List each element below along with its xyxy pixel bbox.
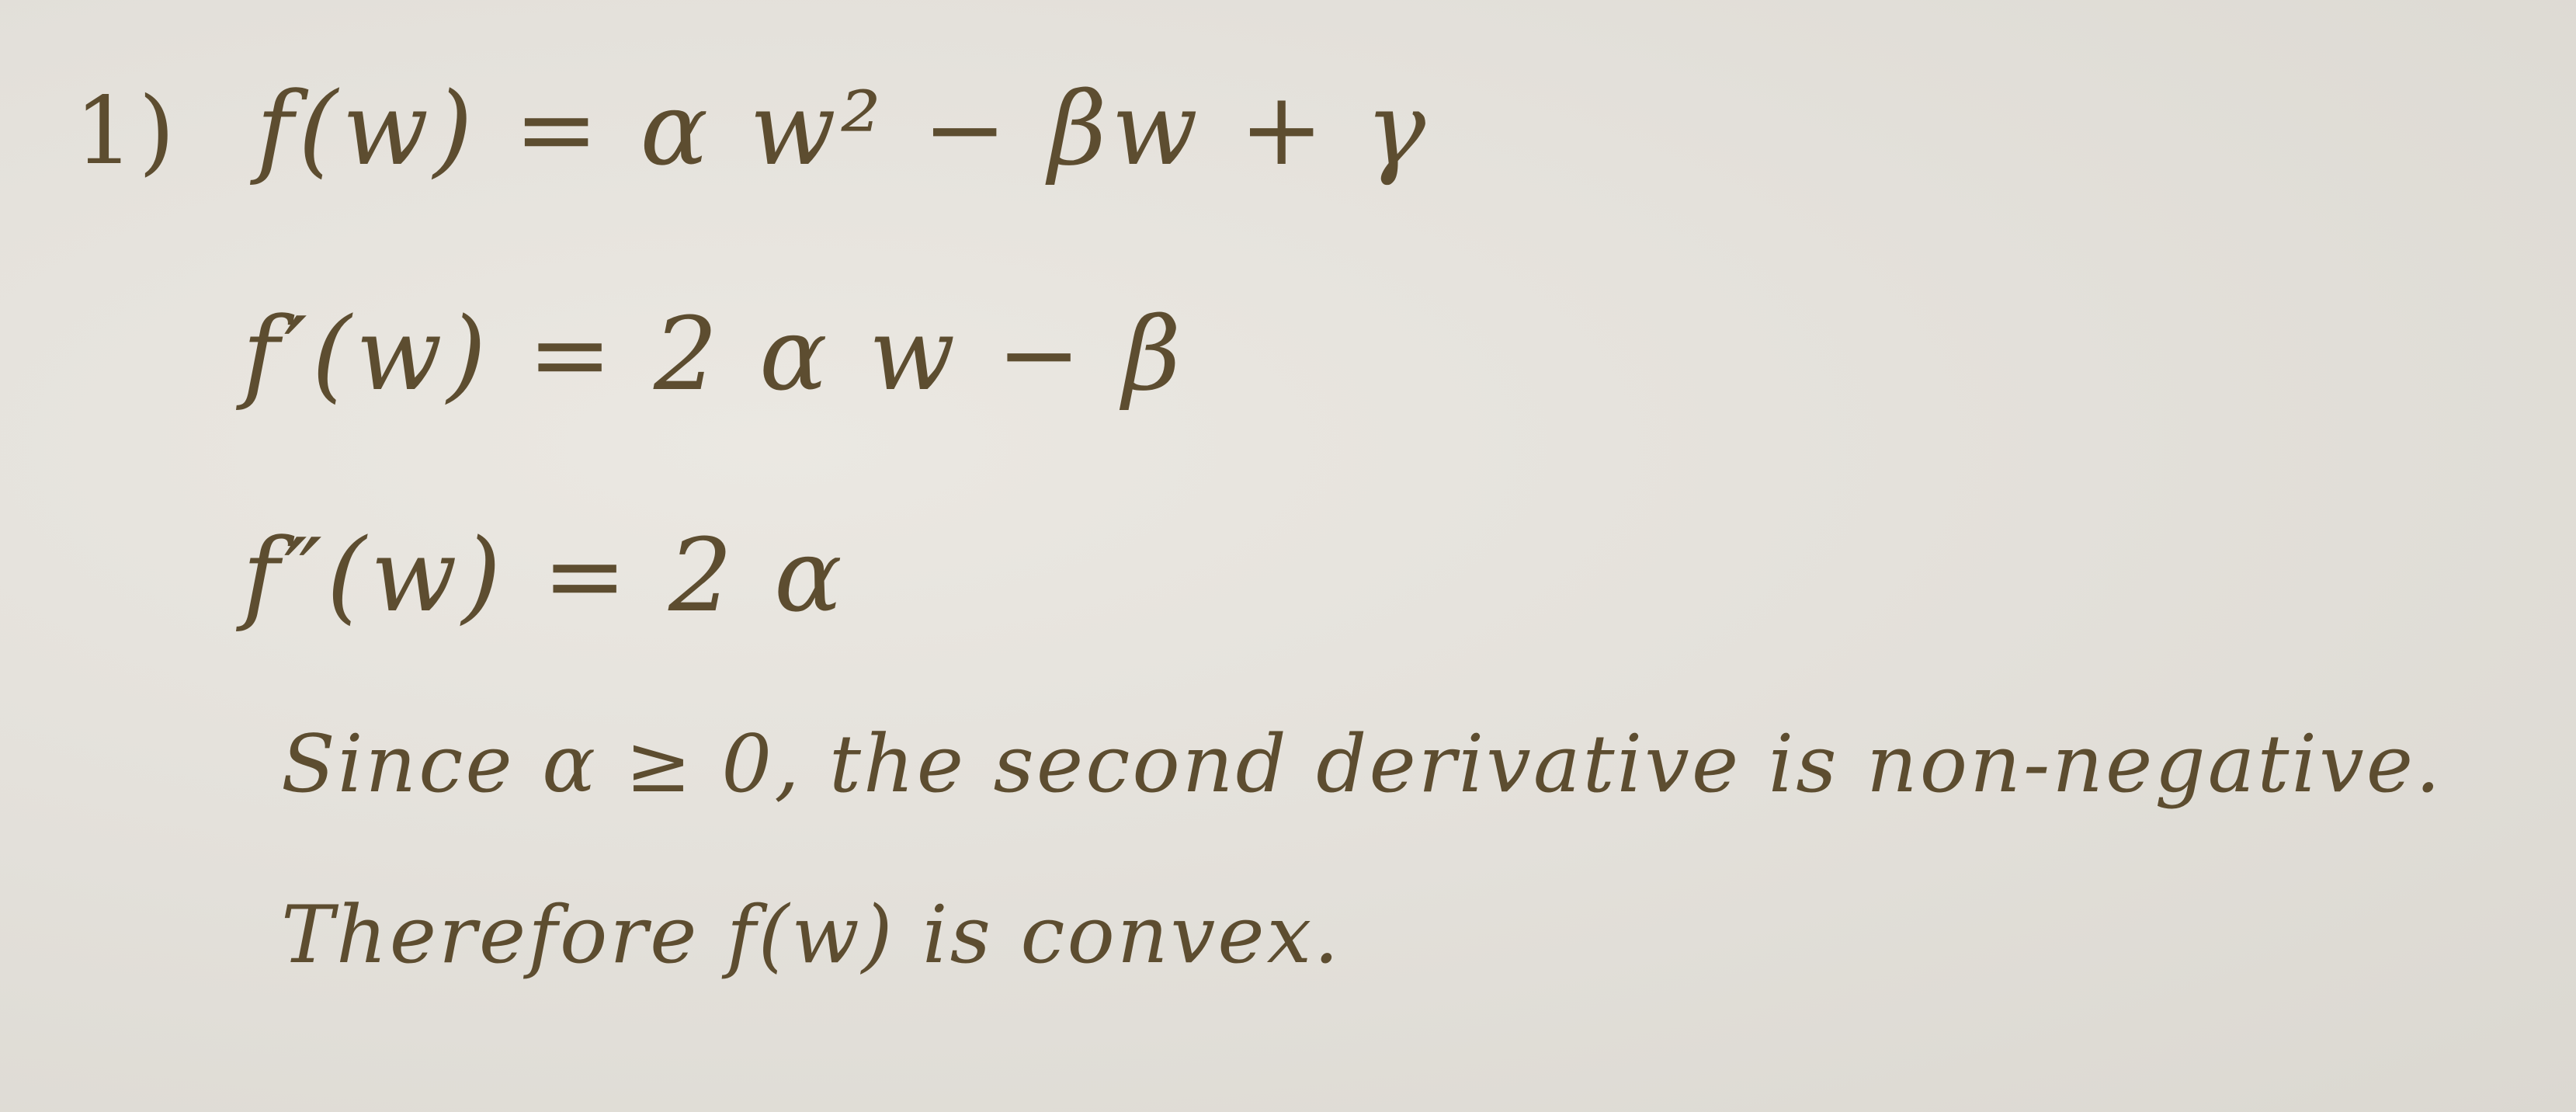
problem-number: 1)	[75, 78, 180, 186]
conclusion-line-2: Therefore f(w) is convex.	[281, 889, 1342, 982]
second-derivative: f″(w) = 2 α	[242, 516, 847, 634]
function-definition: f(w) = α w² − βw + γ	[256, 70, 1431, 188]
conclusion-line-1: Since α ≥ 0, the second derivative is non-negative.	[281, 718, 2443, 811]
first-derivative: f′(w) = 2 α w − β	[242, 295, 1186, 413]
